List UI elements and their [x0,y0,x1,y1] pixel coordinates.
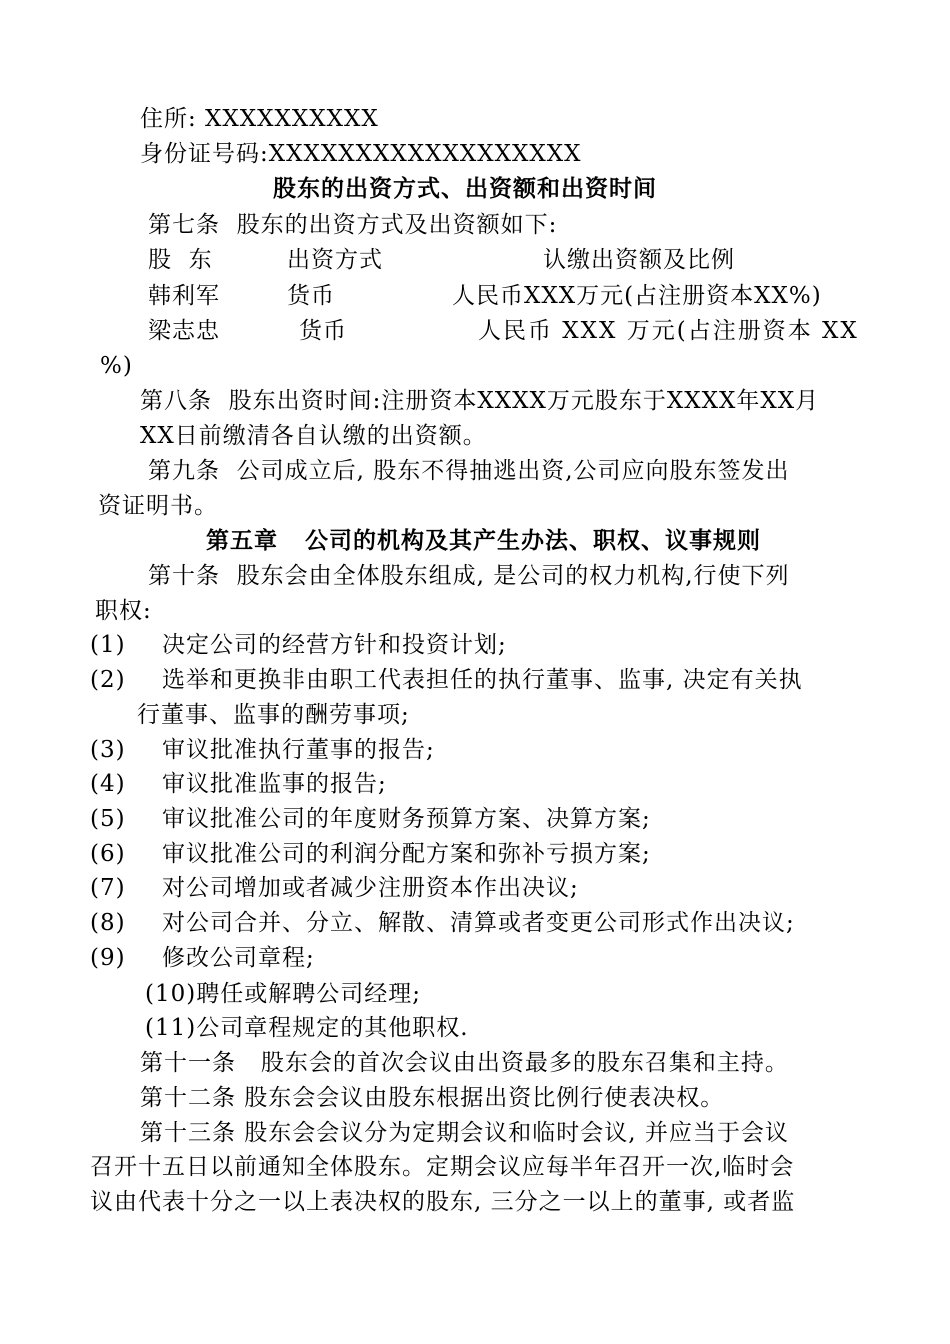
power-number: (2) [90,667,126,693]
power-number: (1) [90,632,126,658]
power-number: (4) [90,771,126,797]
address-line: 住所: XXXXXXXXXX [140,106,379,132]
table-row-method: 货币 [299,318,347,344]
power-number: (7) [90,875,126,901]
table-row-method: 货币 [287,283,335,309]
power-number: (9) [90,945,126,971]
article-12: 第十二条 股东会会议由股东根据出资比例行使表决权。 [140,1085,725,1111]
power-number: (8) [90,910,126,936]
table-row-amount-continued: %) [100,353,133,379]
power-number: (5) [90,806,126,832]
article-9-line-1: 第九条 公司成立后, 股东不得抽逃出资,公司应向股东签发出 [148,458,790,484]
power-text-continued: 行董事、监事的酬劳事项; [137,702,410,728]
power-text: 对公司增加或者减少注册资本作出决议; [162,875,579,901]
power-text: 审议批准公司的年度财务预算方案、决算方案; [162,806,651,832]
section-title: 股东的出资方式、出资额和出资时间 [273,175,657,202]
power-text: 对公司合并、分立、解散、清算或者变更公司形式作出决议; [162,910,795,936]
article-13-line-1: 第十三条 股东会会议分为定期会议和临时会议, 并应当于会议 [140,1120,789,1146]
article-9-line-2: 资证明书。 [98,493,218,519]
table-row-amount: 人民币 XXX 万元(占注册资本 XX [478,318,859,344]
article-7: 第七条 股东的出资方式及出资额如下: [148,212,558,238]
power-text: 审议批准公司的利润分配方案和弥补亏损方案; [162,841,651,867]
article-13-line-3: 议由代表十分之一以上表决权的股东, 三分之一以上的董事, 或者监 [90,1189,796,1215]
article-13-line-2: 召开十五日以前通知全体股东。定期会议应每半年召开一次,临时会 [90,1154,795,1180]
power-number: (3) [90,737,126,763]
power-number: (6) [90,841,126,867]
power-item-10: (10)聘任或解聘公司经理; [145,981,421,1007]
power-text: 选举和更换非由职工代表担任的执行董事、监事, 决定有关执 [162,667,803,693]
power-text: 审议批准执行董事的报告; [162,737,435,763]
article-11: 第十一条 股东会的首次会议由出资最多的股东召集和主持。 [140,1050,789,1076]
table-header-method: 出资方式 [287,247,383,273]
power-text: 修改公司章程; [162,945,315,971]
article-10-line-2: 职权: [95,598,152,624]
power-text: 审议批准监事的报告; [162,771,387,797]
power-item-11: (11)公司章程规定的其他职权. [145,1015,469,1041]
table-header-amount: 认缴出资额及比例 [543,247,735,273]
table-row-name: 梁志忠 [148,318,220,344]
chapter-5-title: 第五章 公司的机构及其产生办法、职权、议事规则 [206,527,762,554]
power-text: 决定公司的经营方针和投资计划; [162,632,507,658]
table-header-shareholder: 股 东 [148,247,213,273]
article-10-line-1: 第十条 股东会由全体股东组成, 是公司的权力机构,行使下列 [148,563,790,589]
table-row-name: 韩利军 [148,283,220,309]
id-number-line: 身份证号码:XXXXXXXXXXXXXXXXXX [140,141,582,167]
article-8-line-2: XX日前缴清各自认缴的出资额。 [140,423,487,449]
article-8-line-1: 第八条 股东出资时间:注册资本XXXX万元股东于XXXX年XX月 [140,388,820,414]
table-row-amount: 人民币XXX万元(占注册资本XX%) [452,283,822,309]
